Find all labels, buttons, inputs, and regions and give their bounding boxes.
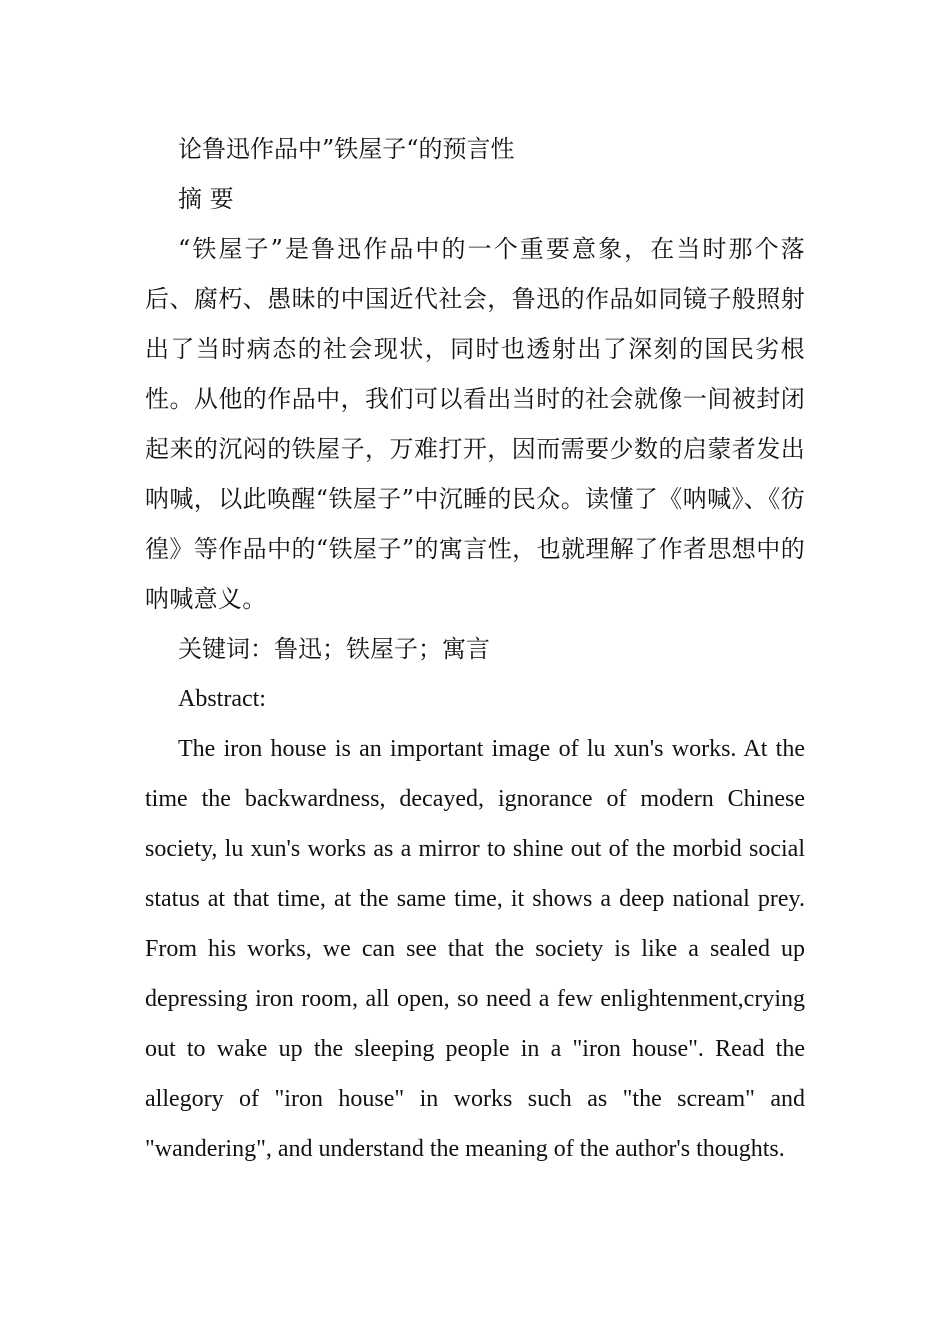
abstract-heading: 摘 要 [178,185,234,213]
keywords-line: 关键词：鲁迅；铁屋子；寓言 [178,635,490,663]
abstract-english-heading: Abstract: [178,686,266,712]
document-title: 论鲁迅作品中”铁屋子“的预言性 [178,135,515,163]
abstract-chinese-paragraph: “铁屋子”是鲁迅作品中的一个重要意象，在当时那个落后、腐朽、愚昧的中国近代社会，鲁迅的作品如同镜子般照射出了当时病态的社会现状，同时也透射出了深刻的国民劣根性。从他的作品中，我们可以看出当时的社会就像一间被封闭起来的沉闷的铁屋子，万难打开，因而需要少数的启蒙者发出呐喊，以此唤醒“铁屋子”中沉睡的民众。读懂了《呐喊》、《彷徨》等作品中的“铁屋子”的寓言性，也就理解了作者思想中的呐喊意义。 [145,235,805,613]
document-body [145,124,805,1174]
abstract-english-paragraph: The iron house is an important image of lu xun's works. At the time the backwardness, decayed, ignorance of modern Chinese society, lu xun's works as a mirror to shine out of the morbid social status at that time, at the same time, it shows a deep national prey. From his works, we can see that the society is like a sealed up depressing iron room, all open, so need a few enlightenment,crying out to wake up the sleeping people in a "iron house". Read the allegory of "iron house" in works such as "the scream" and "wandering", and understand the meaning of the author's thoughts. [145,736,805,1162]
